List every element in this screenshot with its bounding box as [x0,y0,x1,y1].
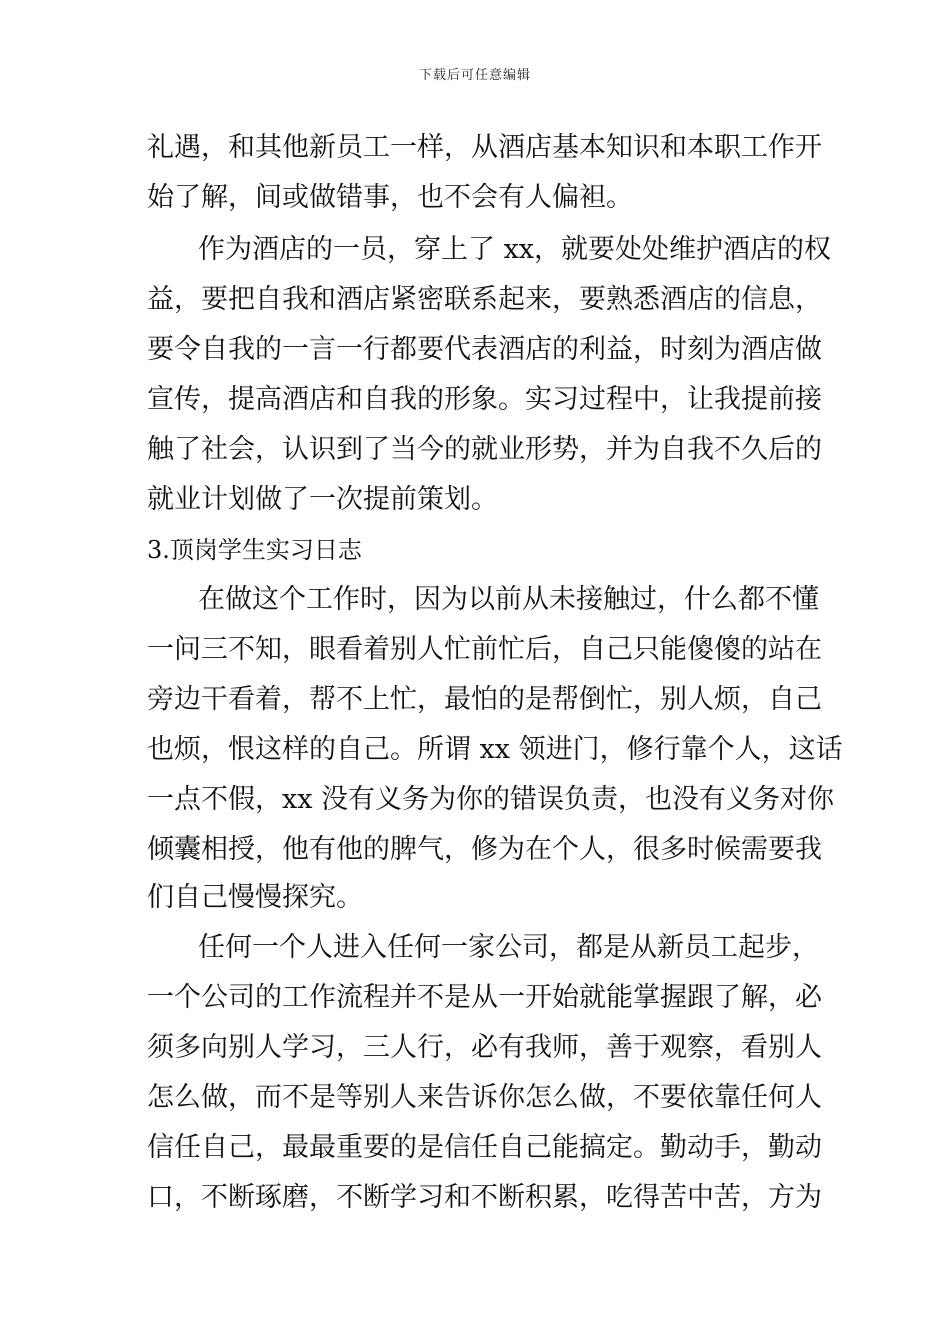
text-line: 信任自己，最最重要的是信任自己能搞定。勤动手，勤动 [147,1132,822,1163]
text-line: 们自己慢慢探究。 [147,882,363,913]
text-line: 作为酒店的一员，穿上了 xx，就要处处维护酒店的权 [198,234,832,265]
text-line: 触了社会，认识到了当今的就业形势，并为自我不久后的 [147,434,822,465]
text-line: 一个公司的工作流程并不是从一开始就能掌握跟了解，必 [147,982,822,1013]
page-header: 下载后可任意编辑 [418,68,531,83]
text-line: 任何一个人进入任何一家公司，都是从新员工起步， [198,932,819,963]
text-line: 要令自我的一言一行都要代表酒店的利益，时刻为酒店做 [147,334,822,365]
text-line: 益，要把自我和酒店紧密联系起来，要熟悉酒店的信息， [147,284,822,315]
text-line: 一点不假，xx 没有义务为你的错误负责，也没有义务对你 [147,784,835,815]
text-line: 一问三不知，眼看着别人忙前忙后，自己只能傻傻的站在 [147,634,822,665]
text-line: 怎么做，而不是等别人来告诉你怎么做，不要依靠任何人 [147,1082,822,1113]
text-line: 就业计划做了一次提前策划。 [147,484,498,515]
text-line: 口，不断琢磨，不断学习和不断积累，吃得苦中苦，方为 [147,1182,822,1213]
text-line: 也烦，恨这样的自己。所谓 xx 领进门，修行靠个人，这话 [147,734,843,765]
text-line: 倾囊相授，他有他的脾气，修为在个人，很多时候需要我 [147,834,822,865]
text-line: 礼遇，和其他新员工一样，从酒店基本知识和本职工作开 [147,132,822,163]
text-line: 旁边干看着，帮不上忙，最怕的是帮倒忙，别人烦，自己 [147,684,822,715]
section-heading: 3.顶岗学生实习日志 [147,536,362,564]
text-line: 须多向别人学习，三人行，必有我师，善于观察，看别人 [147,1032,822,1063]
text-line: 始了解，间或做错事，也不会有人偏袒。 [147,182,633,213]
text-line: 在做这个工作时，因为以前从未接触过，什么都不懂 [198,584,819,615]
text-line: 宣传，提高酒店和自我的形象。实习过程中，让我提前接 [147,384,822,415]
